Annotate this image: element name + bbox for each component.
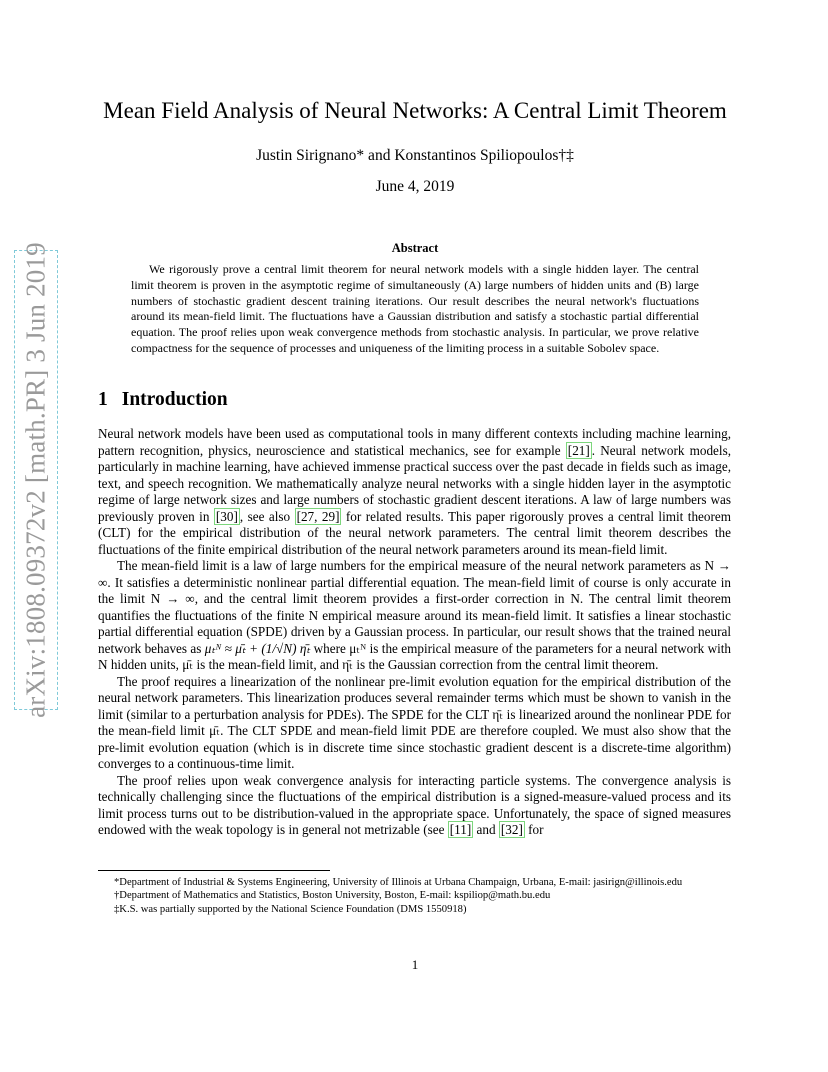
paragraph-4 [98,773,731,839]
paragraph-text: The mean-field limit is a law of large numbers for the empirical measure of the neural network parameters as N → ∞. It satisfies a deterministic nonlinear partial differential equation. The mean-field limit of course is only accurate in the limit N → ∞, and the central limit theorem provides a first-order correction in N. The central limit theorem quantifies the fluctuations of the finite N empirical measure around its mean-field limit. It satisfies a linear stochastic partial differential equation (SPDE) driven by a Gaussian process. In particular, our result shows that the trained neural network behaves as [98,558,731,656]
citation-link[interactable]: [30] [215,508,238,524]
paper-date: June 4, 2019 [375,178,455,195]
paper-title: Mean Field Analysis of Neural Networks: A Central Limit Theorem [103,98,727,123]
citation-link[interactable]: [27, 29] [296,508,340,524]
arxiv-identifier-stamp[interactable] [14,242,58,718]
footnote-affiliation-2: †Department of Mathematics and Statistics, Boston University, Boston, E-mail: kspiliop@math.bu.edu [114,890,551,902]
section-title: Introduction [121,389,228,410]
paragraph-2 [98,558,731,674]
citation-link[interactable]: [11] [449,822,472,837]
page-number: 1 [411,957,419,972]
paragraph-text: The proof relies upon weak convergence analysis for interacting particle systems. The convergence analysis is technically challenging since the fluctuations of the empirical distribution is a signed-measure-valued process and its limit process turns out to be distribution-valued in the appropriate space. Unfortunately, the space of signed measures endowed with the weak topology is in general not metrizable (see [98,772,731,837]
body-text [98,426,731,839]
abstract-heading: Abstract [391,241,439,255]
section-number: 1 [98,389,108,410]
paragraph-text: . Neural network models, particularly in machine learning, have achieved immense practical success over the past decade in fields such as image, text, and speech recognition. We mathematically analyze neural networks with a single hidden layer in the asymptotic regime of large network sizes and large numbers of stochastic gradient descent iterations. A law of large numbers was previously proven in [98,442,731,524]
paragraph-text: Neural network models have been used as computational tools in many different contexts including machine learning, pattern recognition, physics, neuroscience and statistical mechanics, see for example [98,426,731,458]
paragraph-1 [98,426,731,558]
footnote-rule [98,870,330,871]
paper-authors: Justin Sirignano* and Konstantinos Spiliopoulos†‡ [256,147,574,164]
footnotes [98,876,731,916]
paragraph-text: for related results. This paper rigorously proves a central limit theorem (CLT) for the empirical distribution of the neural network parameters. The central limit theorem describes the fluctuations of the finite empirical distribution of the neural network parameters around its mean-field limit. [98,508,731,557]
citation-link[interactable]: [32] [500,822,523,837]
abstract-text: We rigorously prove a central limit theorem for neural network models with a single hidden layer. The central limit theorem is proven in the asymptotic regime of simultaneously (A) large numbers of hidden units and (B) large numbers of stochastic gradient descent training iterations. Our result describes the neural network's fluctuations around its mean-field limit. The fluctuations have a Gaussian distribution and satisfy a stochastic partial differential equation. The proof relies upon weak convergence methods from stochastic analysis. In particular, we prove relative compactness for the sequence of processes and uniqueness of the limiting process in a suitable Sobolev space. [131,262,699,355]
paragraph-text: , see also [239,508,295,524]
clt-formula: μₜᴺ ≈ μ̄ₜ + (1/√N) η̄ₜ [204,640,311,656]
paragraph-text: and [473,822,499,837]
paragraph-3: The proof requires a linearization of the nonlinear pre-limit evolution equation for the empirical distribution of the neural network parameters. This linearization produces several remainder terms which must be shown to vanish in the limit (similar to a perturbation analysis for PDEs). The SPDE for the CLT η̄ₜ is linearized around the nonlinear PDE for the mean-field limit μ̄ₜ. The CLT SPDE and mean-field limit PDE are therefore coupled. We must also show that the pre-limit evolution equation (which is in discrete time since stochastic gradient descent is a discrete-time algorithm) converges to a continuous-time limit. [98,673,731,771]
paragraph-text: for [524,822,544,837]
section-heading [98,389,228,411]
footnote-affiliation-1: *Department of Industrial & Systems Engineering, University of Illinois at Urbana Champaign, Urbana, E-mail: jasirign@illinois.edu [114,877,683,888]
arxiv-identifier-text: arXiv:1808.09372v2 [math.PR] 3 Jun 2019 [20,242,51,718]
footnote-funding: ‡K.S. was partially supported by the National Science Foundation (DMS 1550918) [114,903,467,915]
paragraph-text: where μₜᴺ is the empirical measure of the parameters for a neural network with N hidden units, μ̄ₜ is the mean-field limit, and η̄ₜ is the Gaussian correction from the central limit theorem. [98,640,732,672]
citation-link[interactable]: [21] [567,442,590,458]
